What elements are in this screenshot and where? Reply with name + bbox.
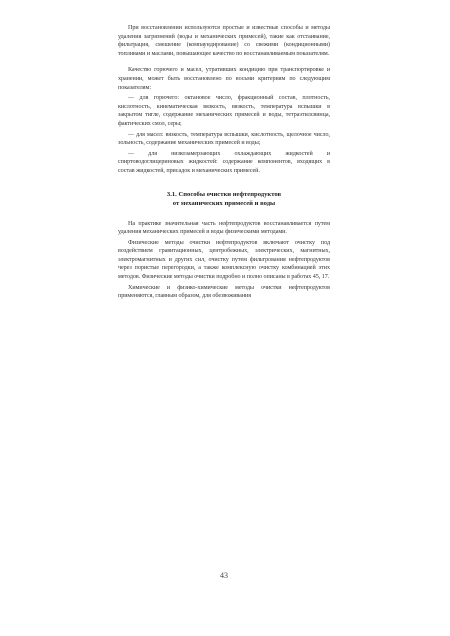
paragraph-physical-methods: Физические методы очистки нефтепродуктов включают очистку под воздействием гравитационных, центробежных, электрических, магнитных, электромагнитных и других сил, очистку путем фильтрования нефтепродуктов через пористые перегородки, а также комплексную очистку комбинацией этих методов. Физические методы очистки подробно и полно описаны в работах 45, 17. bbox=[118, 239, 330, 281]
section-heading bbox=[118, 190, 330, 208]
paragraph-restoration-methods: При восстановлении используются простые и известные способы и методы удаления загрязнений (воды и механических примесей), такие как отстаивание, фильтрация, смешение (компаундирование) со свежими (кондиционными) топливами и маслами, повышающее качество по восстанавливаемым показателям. bbox=[118, 25, 330, 57]
list-item-coolants: — для низкозамерзающих охлаждающих жидкостей и спиртоводоглицериновых жидкостей: содержание компонентов, входящих в состав жидкостей, присадок и механических примесей. bbox=[118, 150, 330, 174]
document-page bbox=[118, 24, 330, 614]
page-number: 43 bbox=[220, 571, 228, 580]
paragraph-practice: На практике значительная часть нефтепродуктов восстанавливается путем удаления механических примесей и воды физическими методами. bbox=[118, 220, 330, 236]
section-title-line2: от механических примесей и воды bbox=[172, 199, 276, 207]
list-item-fuel: — для горючего: октановое число, фракционный состав, плотность, кислотность, кинематическая вязкость, вязкость, температура вспышки в закрытом тигле, содержание механических примесей и воды, тетраэтилсвинца, фактических смол, серы; bbox=[118, 95, 330, 127]
paragraph-quality-criteria: Качество горючего и масел, утративших кондицию при транспортировке и хранении, может быть восстановлено по восьми критериям по следующим показателям: bbox=[118, 67, 330, 91]
list-item-oils: — для масел: вязкость, температура вспышки, кислотность, щелочное число, зольность, содержание механических примесей и воды; bbox=[118, 131, 330, 147]
paragraph-chemical-methods: Химические и физико-химические методы очистки нефтепродуктов применяются, главным образом, для обезвоживания bbox=[118, 284, 330, 300]
section-title-line1: 3.1. Способы очистки нефтепродуктов bbox=[166, 190, 282, 198]
